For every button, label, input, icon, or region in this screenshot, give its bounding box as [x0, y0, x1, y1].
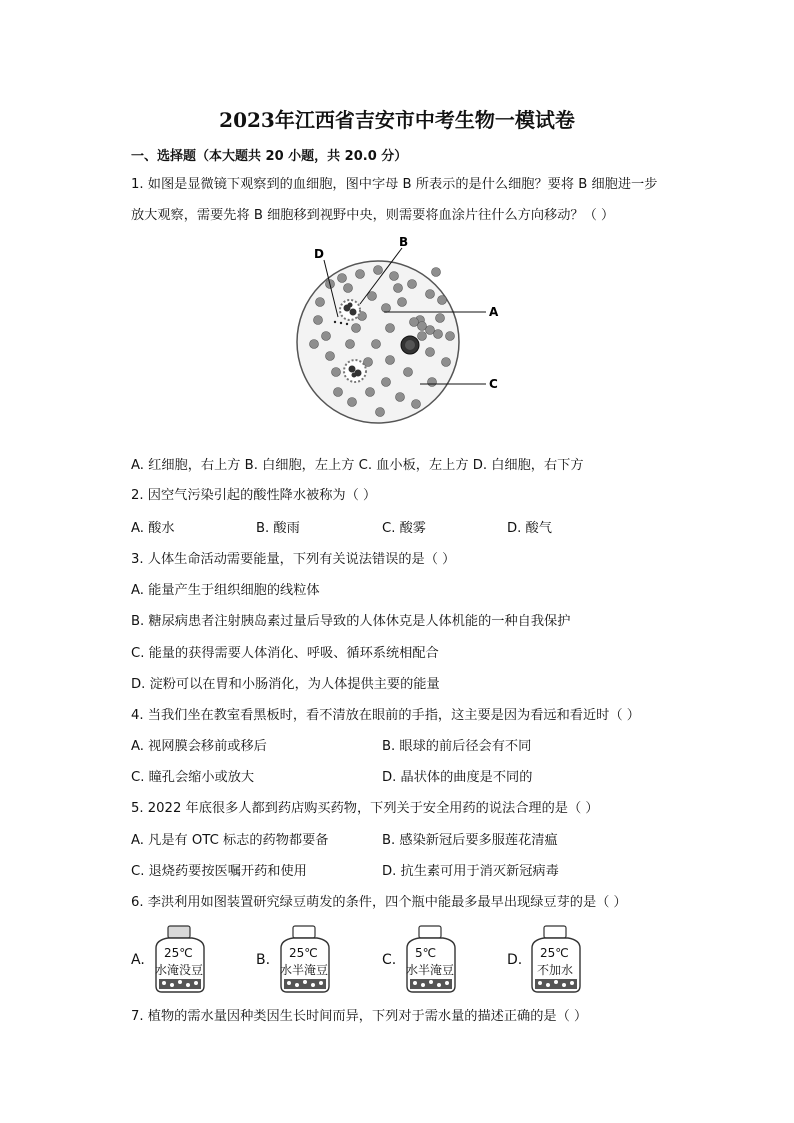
red-blood-cell — [310, 340, 319, 349]
q4-option-c: C. 瞳孔会缩小或放大 — [131, 770, 255, 785]
q2-option-c: C. 酸雾 — [382, 521, 426, 536]
q6-jar-letter: D. — [507, 952, 523, 968]
q6-jar-water: 水半淹豆 — [405, 963, 454, 977]
red-blood-cell — [446, 332, 455, 341]
red-blood-cell — [426, 326, 435, 335]
q6-stem: 6. 李洪利用如图装置研究绿豆萌发的条件，四个瓶中能最多最早出现绿豆芽的是（ ） — [131, 895, 627, 910]
page-title: 2023年江西省吉安市中考生物一模试卷 — [219, 108, 575, 132]
red-blood-cell — [316, 298, 325, 307]
q5-stem: 5. 2022 年底很多人都到药店购买药物，下列关于安全用药的说法合理的是（ ） — [131, 801, 599, 816]
red-blood-cell — [344, 284, 353, 293]
red-blood-cell — [434, 330, 443, 339]
red-blood-cell — [438, 296, 447, 305]
red-blood-cell — [408, 280, 417, 289]
q7-stem: 7. 植物的需水量因种类因生长时间而异，下列对于需水量的描述正确的是（ ） — [131, 1009, 588, 1024]
q5-option-a: A. 凡是有 OTC 标志的药物都要备 — [131, 833, 329, 848]
red-blood-cell — [442, 358, 451, 367]
q1-options: A. 红细胞，右上方 B. 白细胞，左上方 C. 血小板，左上方 D. 白细胞，右下方 — [131, 458, 584, 473]
q3-option-b: B. 糖尿病患者注射胰岛素过量后导致的人体休克是人体机能的一种自我保护 — [131, 614, 571, 629]
red-blood-cell — [348, 398, 357, 407]
red-blood-cell — [314, 316, 323, 325]
q5-option-d: D. 抗生素可用于消灭新冠病毒 — [382, 864, 559, 879]
fig-label-b: B — [399, 235, 409, 249]
red-blood-cell — [374, 266, 383, 275]
q6-jar-water: 不加水 — [536, 963, 573, 977]
q5-option-c: C. 退烧药要按医嘱开药和使用 — [131, 864, 307, 879]
q3-option-d: D. 淀粉可以在胃和小肠消化，为人体提供主要的能量 — [131, 677, 440, 692]
red-blood-cell — [418, 322, 427, 331]
red-blood-cell — [356, 270, 365, 279]
red-blood-cell — [366, 388, 375, 397]
red-blood-cell — [432, 268, 441, 277]
section-heading: 一、选择题（本大题共 20 小题，共 20.0 分） — [131, 149, 408, 164]
fig-label-a: A — [489, 305, 499, 319]
q6-jar-temp: 25℃ — [289, 946, 318, 960]
red-blood-cell — [334, 388, 343, 397]
q2-option-a: A. 酸水 — [131, 521, 175, 536]
q6-jar-water: 水淹没豆 — [154, 963, 203, 977]
red-blood-cell — [410, 318, 419, 327]
red-blood-cell — [376, 408, 385, 417]
q4-option-a: A. 视网膜会移前或移后 — [131, 739, 267, 754]
q4-stem: 4. 当我们坐在教室看黑板时，看不清放在眼前的手指，这主要是因为看远和看近时（ ） — [131, 708, 640, 723]
red-blood-cell — [412, 400, 421, 409]
red-blood-cell — [382, 304, 391, 313]
q3-option-a: A. 能量产生于组织细胞的线粒体 — [131, 583, 320, 598]
q3-stem: 3. 人体生命活动需要能量，下列有关说法错误的是（ ） — [131, 552, 456, 567]
red-blood-cell — [386, 356, 395, 365]
q6-jar-temp: 25℃ — [164, 946, 193, 960]
red-blood-cell — [426, 348, 435, 357]
red-blood-cell — [346, 340, 355, 349]
fig-label-c: C — [489, 377, 498, 391]
red-blood-cell — [338, 274, 347, 283]
white-cell-b — [340, 300, 360, 320]
red-blood-cell — [364, 358, 373, 367]
red-blood-cell — [426, 290, 435, 299]
red-blood-cell — [382, 378, 391, 387]
blood-cell-figure — [290, 232, 510, 444]
q6-jar-temp: 5℃ — [415, 946, 437, 960]
q3-option-c: C. 能量的获得需要人体消化、呼吸、循环系统相配合 — [131, 646, 439, 661]
q1-stem-line2: 放大观察，需要先将 B 细胞移到视野中央，则需要将血涂片往什么方向移动？（ ） — [131, 208, 615, 223]
q2-option-b: B. 酸雨 — [256, 521, 300, 536]
q5-option-b: B. 感染新冠后要多服莲花清瘟 — [382, 833, 558, 848]
q6-jar-letter: C. — [382, 952, 397, 968]
q2-option-d: D. 酸气 — [507, 521, 552, 536]
red-blood-cell — [322, 332, 331, 341]
q6-jar-letter: A. — [131, 952, 145, 968]
q4-option-b: B. 眼球的前后径会有不同 — [382, 739, 532, 754]
red-blood-cell — [398, 298, 407, 307]
lymphocyte — [401, 336, 419, 354]
white-cell-lower — [344, 360, 366, 382]
red-blood-cell — [394, 284, 403, 293]
red-blood-cell — [404, 368, 413, 377]
q2-stem: 2. 因空气污染引起的酸性降水被称为（ ） — [131, 488, 377, 503]
red-blood-cell — [372, 340, 381, 349]
q1-stem-line1: 1. 如图是显微镜下观察到的血细胞，图中字母 B 所表示的是什么细胞？要将 B 细胞进一步 — [131, 177, 658, 192]
fig-label-d: D — [314, 247, 324, 261]
red-blood-cell — [390, 272, 399, 281]
red-blood-cell — [436, 314, 445, 323]
red-blood-cell — [332, 368, 341, 377]
red-blood-cell — [396, 393, 405, 402]
q4-option-d: D. 晶状体的曲度是不同的 — [382, 770, 533, 785]
q6-jar-letter: B. — [256, 952, 271, 968]
red-blood-cell — [326, 352, 335, 361]
red-blood-cell — [428, 378, 437, 387]
red-blood-cell — [352, 324, 361, 333]
red-blood-cell — [386, 324, 395, 333]
q6-jar-water: 水半淹豆 — [279, 963, 328, 977]
red-blood-cell — [418, 332, 427, 341]
q6-jar-temp: 25℃ — [540, 946, 569, 960]
